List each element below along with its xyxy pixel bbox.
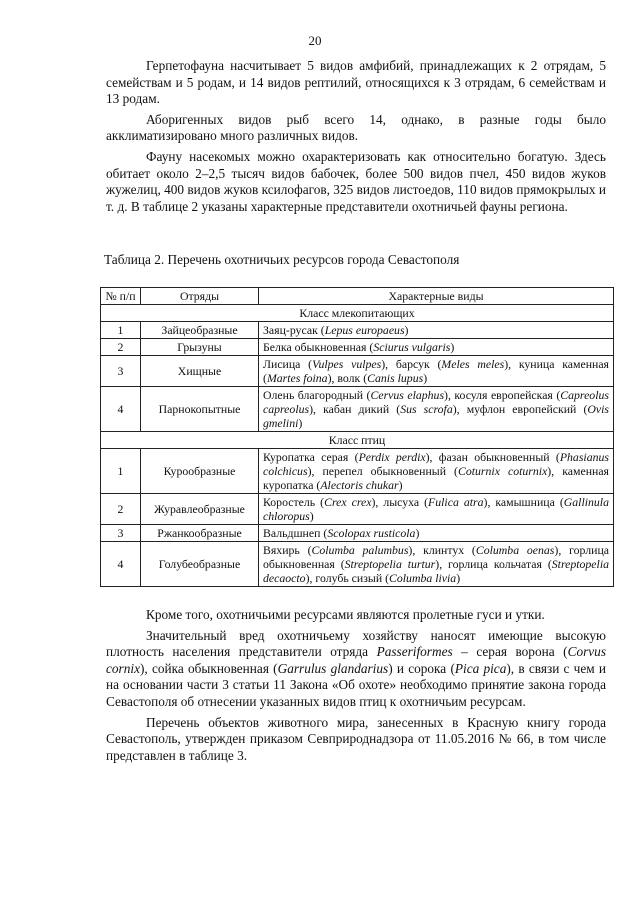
row-order: Зайцеобразные [141, 322, 259, 339]
table-row [101, 542, 614, 587]
row-species: Заяц-русак (Lepus europaeus) [259, 322, 614, 339]
paragraph-geese: Кроме того, охотничьими ресурсами являются пролетные гуси и утки. [146, 607, 545, 622]
row-order: Журавлеобразные [141, 494, 259, 525]
table-row [101, 322, 614, 339]
table-row [101, 525, 614, 542]
row-species: Куропатка серая (Perdix perdix), фазан обыкновенный (Phasianus colchicus), перепел обыкновенный (Coturnix coturnix), каменная куропатка (Alectoris chukar) [259, 449, 614, 494]
row-num: 3 [101, 525, 141, 542]
table-header-row [101, 288, 614, 305]
row-num: 1 [101, 449, 141, 494]
row-species: Белка обыкновенная (Sciurus vulgaris) [259, 339, 614, 356]
table-row [101, 387, 614, 432]
row-num: 4 [101, 542, 141, 587]
class-label: Класс птиц [101, 432, 614, 449]
class-label: Класс млекопитающих [101, 305, 614, 322]
hunting-resources-table [100, 287, 614, 587]
row-order: Парнокопытные [141, 387, 259, 432]
row-num: 1 [101, 322, 141, 339]
paragraph-passeriformes: Значительный вред охотничьему хозяйству наносят имеющие высокую плотность населения представители отряда Passeriformes – серая ворона (Corvus cornix), сойка обыкновенная (Garrulus glandarius) и сорока (Pica pica), в связи с чем и на основании части 3 статьи 11 Закона «Об охоте» необходимо принятие закона города Севастополя об отнесении указанных видов птиц к охотничьим ресурсам. [106, 627, 606, 709]
paragraph-fish: Аборигенных видов рыб всего 14, однако, в разные годы было акклиматизировано много различных видов. [106, 111, 606, 144]
row-species: Вяхирь (Columba palumbus), клинтух (Columba oenas), горлица обыкновенная (Streptopelia turtur), горлица кольчатая (Streptopelia decaocto), голубь сизый (Columba livia) [259, 542, 614, 587]
row-order: Хищные [141, 356, 259, 387]
header-num: № п/п [101, 288, 141, 305]
closing-text [106, 607, 606, 768]
row-num: 2 [101, 339, 141, 356]
row-species: Коростель (Crex crex), лысуха (Fulica atra), камышница (Gallinula chloropus) [259, 494, 614, 525]
table-row [101, 449, 614, 494]
table-row [101, 339, 614, 356]
row-num: 2 [101, 494, 141, 525]
row-num: 4 [101, 387, 141, 432]
intro-text [106, 58, 606, 219]
paragraph-insects: Фауну насекомых можно охарактеризовать как относительно богатую. Здесь обитает около 2–2,5 тысяч видов бабочек, более 500 видов пчел, 450 видов жуков жужелиц, 400 видов жуков ксилофагов, 325 видов листоедов, 110 видов прямокрылых и т. д. В таблице 2 указаны характерные представители охотничьей фауны региона. [106, 148, 606, 214]
table-row [101, 494, 614, 525]
class-row-mammals [101, 305, 614, 322]
row-species: Лисица (Vulpes vulpes), барсук (Meles meles), куница каменная (Martes foina), волк (Canis lupus) [259, 356, 614, 387]
paragraph-herpetofauna: Герпетофауна насчитывает 5 видов амфибий, принадлежащих к 2 отрядам, 5 семействам и 5 родам, и 14 видов рептилий, относящихся к 3 отрядам, 6 семействам и 13 родам. [106, 58, 606, 107]
row-order: Голубеобразные [141, 542, 259, 587]
class-row-birds [101, 432, 614, 449]
row-order: Курообразные [141, 449, 259, 494]
row-num: 3 [101, 356, 141, 387]
table-row [101, 356, 614, 387]
header-species: Характерные виды [259, 288, 614, 305]
header-order: Отряды [141, 288, 259, 305]
row-species: Вальдшнеп (Scolopax rusticola) [259, 525, 614, 542]
paragraph-red-book: Перечень объектов животного мира, занесенных в Красную книгу города Севастополь, утвержден приказом Севприроднадзора от 11.05.2016 № 66, в том числе представлен в таблице 3. [106, 714, 606, 763]
row-order: Грызуны [141, 339, 259, 356]
row-species: Олень благородный (Cervus elaphus), косуля европейская (Capreolus capreolus), кабан дикий (Sus scrofa), муфлон европейский (Ovis gmelini) [259, 387, 614, 432]
table-caption: Таблица 2. Перечень охотничьих ресурсов города Севастополя [104, 252, 460, 267]
row-order: Ржанкообразные [141, 525, 259, 542]
page-number: 20 [308, 33, 322, 48]
